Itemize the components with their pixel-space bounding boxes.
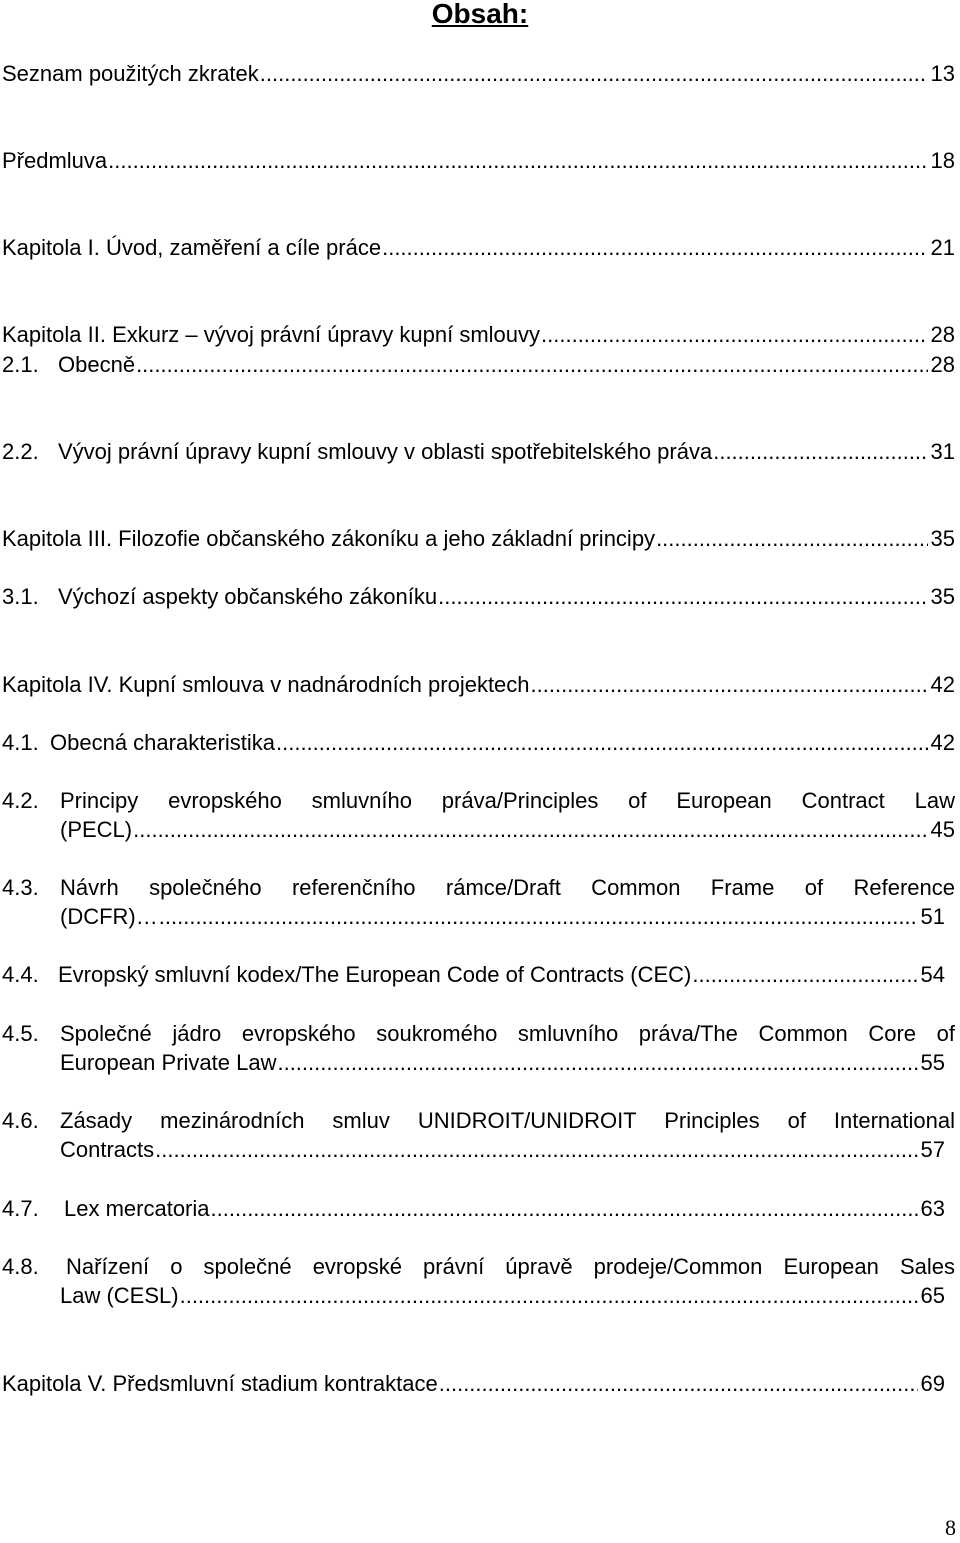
toc-entry-title: Seznam použitých zkratek xyxy=(2,61,259,86)
dot-leader xyxy=(211,1194,918,1223)
dot-leader xyxy=(541,320,928,349)
toc-entry-title: Výchozí aspekty občanského zákoníku xyxy=(58,584,438,609)
dot-leader xyxy=(133,815,927,844)
toc-entry[interactable] xyxy=(2,786,955,844)
dot-leader xyxy=(656,524,927,553)
toc-entry[interactable] xyxy=(2,1106,955,1164)
toc-entry[interactable] xyxy=(2,1369,955,1398)
toc-entry-title: Obecně xyxy=(58,352,136,377)
dot-leader xyxy=(155,1135,917,1164)
page-number: 8 xyxy=(945,1515,956,1540)
toc-entry-title-continued: (PECL) xyxy=(60,817,133,842)
toc-entry-title: Zásady mezinárodních smluv UNIDROIT/UNIDROIT Principles of International xyxy=(60,1108,955,1133)
toc-entry-title: Vývoj právní úpravy kupní smlouvy v oblasti spotřebitelského práva xyxy=(58,439,713,464)
toc-entry[interactable] xyxy=(2,524,955,553)
toc-entry-title-continued: European Private Law xyxy=(60,1050,277,1075)
dot-leader xyxy=(180,1281,918,1310)
toc-entry-title: Společné jádro evropského soukromého smluvního práva/The Common Core of xyxy=(60,1021,955,1046)
toc-entry-page: 28 xyxy=(930,352,955,377)
toc-entry-page: 57 xyxy=(920,1137,945,1162)
toc-entry-number: 4.6. xyxy=(2,1108,39,1133)
toc-entry-title: Kapitola I. Úvod, zaměření a cíle práce xyxy=(2,235,382,260)
toc-entry-title: Kapitola III. Filozofie občanského zákoníku a jeho základní principy xyxy=(2,526,656,551)
toc-entry[interactable] xyxy=(2,873,955,931)
toc-entry-number: 4.1. xyxy=(2,730,39,755)
toc-entry[interactable] xyxy=(2,350,955,379)
toc-entry-page: 51 xyxy=(920,904,945,929)
dot-leader xyxy=(531,670,928,699)
toc-entry-number: 4.5. xyxy=(2,1021,39,1046)
toc-entry[interactable] xyxy=(2,582,955,611)
dot-leader xyxy=(108,146,927,175)
toc-entry-number: 4.8. xyxy=(2,1254,39,1279)
dot-leader xyxy=(159,902,918,931)
toc-entry[interactable] xyxy=(2,1252,955,1310)
toc-entry-title-continued: Contracts xyxy=(60,1137,155,1162)
toc-entry-page: 28 xyxy=(930,322,955,347)
toc-entry-title: Kapitola IV. Kupní smlouva v nadnárodních projektech xyxy=(2,672,530,697)
toc-entry-title: Kapitola II. Exkurz – vývoj právní úpravy kupní smlouvy xyxy=(2,322,541,347)
dot-leader xyxy=(260,59,928,88)
toc-entry[interactable] xyxy=(2,59,955,88)
toc-entry[interactable] xyxy=(2,1194,955,1223)
toc-entry-title: Obecná charakteristika xyxy=(50,730,275,755)
toc-entry-number: 2.2. xyxy=(2,439,39,464)
toc-entry-page: 55 xyxy=(920,1050,945,1075)
toc-entry-title: Kapitola V. Předsmluvní stadium kontraktace xyxy=(2,1371,438,1396)
toc-entry[interactable] xyxy=(2,233,955,262)
dot-leader xyxy=(692,960,917,989)
toc-entry-page: 18 xyxy=(930,148,955,173)
dot-leader xyxy=(438,582,927,611)
toc-entry-page: 65 xyxy=(920,1283,945,1308)
toc-entry[interactable] xyxy=(2,146,955,175)
toc-entry-title: Nařízení o společné evropské právní úpravě prodeje/Common European Sales xyxy=(66,1254,955,1279)
toc-entry-page: 45 xyxy=(930,817,955,842)
toc-entry-title: Principy evropského smluvního práva/Principles of European Contract Law xyxy=(60,788,955,813)
toc-entry-page: 42 xyxy=(930,730,955,755)
toc-entry-number: 4.3. xyxy=(2,875,39,900)
toc-entry[interactable] xyxy=(2,437,955,466)
toc-entry-title: Předmluva xyxy=(2,148,108,173)
toc-entry[interactable] xyxy=(2,320,955,349)
toc-entry-number: 3.1. xyxy=(2,584,39,609)
toc-entry-page: 69 xyxy=(920,1371,945,1396)
toc-entry-page: 31 xyxy=(930,439,955,464)
toc-entry-title-continued: (DCFR)… xyxy=(60,904,158,929)
toc-entry-number: 2.1. xyxy=(2,352,39,377)
toc-entry[interactable] xyxy=(2,1019,955,1077)
toc-entry-title-continued: Law (CESL) xyxy=(60,1283,179,1308)
dot-leader xyxy=(136,350,927,379)
toc-entry-title: Návrh společného referenčního rámce/Draft Common Frame of Reference xyxy=(60,875,955,900)
toc-entry[interactable] xyxy=(2,728,955,757)
dot-leader xyxy=(277,1048,917,1077)
toc-entry-title: Lex mercatoria xyxy=(64,1196,210,1221)
page-title: Obsah: xyxy=(431,0,529,29)
toc-entry-number: 4.4. xyxy=(2,962,39,987)
toc-entry-page: 35 xyxy=(930,584,955,609)
toc-entry[interactable] xyxy=(2,670,955,699)
toc-entry-number: 4.7. xyxy=(2,1196,39,1221)
toc-entry-page: 21 xyxy=(930,235,955,260)
dot-leader xyxy=(382,233,927,262)
dot-leader xyxy=(713,437,927,466)
toc-entry-page: 35 xyxy=(930,526,955,551)
toc-entry-number: 4.2. xyxy=(2,788,39,813)
toc-entry-page: 13 xyxy=(930,61,955,86)
toc-entry-page: 63 xyxy=(920,1196,945,1221)
toc-entry-page: 42 xyxy=(930,672,955,697)
toc-entry[interactable] xyxy=(2,960,955,989)
dot-leader xyxy=(439,1369,918,1398)
toc-entry-page: 54 xyxy=(920,962,945,987)
dot-leader xyxy=(276,728,928,757)
toc-entry-title: Evropský smluvní kodex/The European Code of Contracts (CEC) xyxy=(58,962,692,987)
